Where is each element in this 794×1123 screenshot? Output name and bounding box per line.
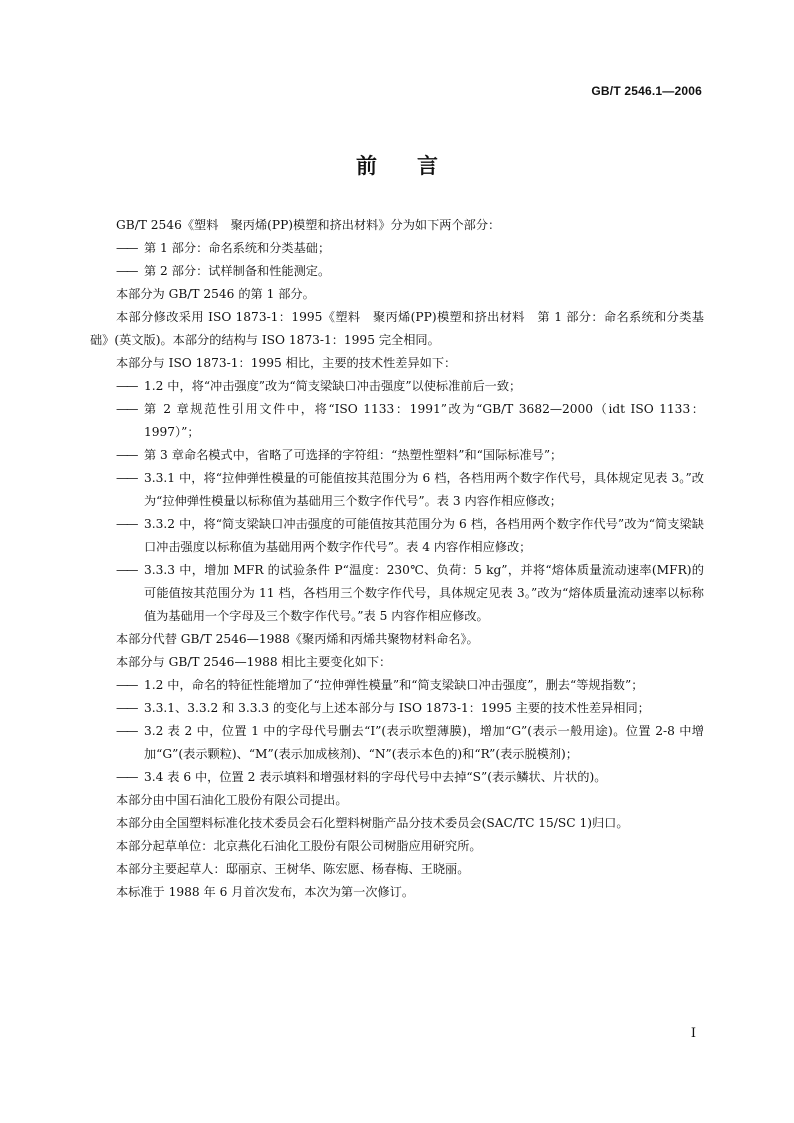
paragraph: 本部分代替 GB/T 2546—1988《聚丙烯和丙烯共聚物材料命名》。 [116,632,479,646]
list-item [90,720,704,766]
list-dash: —— [116,379,137,393]
paragraph: 本标准于 1988 年 6 月首次发布，本次为第一次修订。 [116,885,415,899]
list-item [90,375,704,398]
list-item [90,237,704,260]
list-item [90,467,704,513]
paragraph: 本部分由全国塑料标准化技术委员会石化塑料树脂产品分技术委员会(SAC/TC 15/SC 1)归口。 [116,816,629,830]
list-dash: —— [116,724,137,738]
paragraph: 本部分由中国石油化工股份有限公司提出。 [116,793,348,807]
list-dash: —— [116,448,137,462]
list-item-text: 1.2 中，将“冲击强度”改为“简支梁缺口冲击强度”以使标准前后一致； [144,379,522,393]
list-item-text: 3.4 表 6 中，位置 2 表示填料和增强材料的字母代号中去掉“S”(表示鳞状、片状的)。 [144,770,607,784]
paragraph: 本部分与 GB/T 2546—1988 相比主要变化如下： [116,655,392,669]
list-item-text: 第 2 章规范性引用文件中，将“ISO 1133：1991”改为“GB/T 3682—2000（idt ISO 1133：1997）”； [144,402,704,439]
list-dash: —— [116,563,137,577]
paragraph: 本部分起草单位：北京燕化石油化工股份有限公司树脂应用研究所。 [116,839,482,853]
list-item [90,559,704,628]
paragraph: 本部分修改采用 ISO 1873-1：1995《塑料 聚丙烯(PP)模塑和挤出材料 第 1 部分：命名系统和分类基础》(英文版)。本部分的结构与 ISO 1873-1：1995 完全相同。 [90,310,704,347]
list-item-text: 第 3 章命名模式中，省略了可选择的字符组：“热塑性塑料”和“国际标准号”； [144,448,563,462]
list-item-text: 3.3.1、3.3.2 和 3.3.3 的变化与上述本部分与 ISO 1873-1：1995 主要的技术性差异相同； [144,701,650,715]
list-item [90,260,704,283]
paragraph: 本部分为 GB/T 2546 的第 1 部分。 [116,287,315,301]
foreword-body [90,214,704,904]
list-item-text: 第 2 部分：试样制备和性能测定。 [144,264,331,278]
list-item [90,766,704,789]
list-dash: —— [116,701,137,715]
standard-code: GB/T 2546.1—2006 [591,84,702,98]
list-item [90,444,704,467]
list-dash: —— [116,471,137,485]
list-item-text: 3.2 表 2 中，位置 1 中的字母代号删去“I”(表示吹塑薄膜)，增加“G”(表示一般用途)。位置 2-8 中增加“G”(表示颗粒)、“M”(表示加成核剂)、“N”(表示本色的)和“R”(表示脱模剂)； [144,724,704,761]
list-item-text: 第 1 部分：命名系统和分类基础； [144,241,331,255]
list-dash: —— [116,770,137,784]
list-item-text: 3.3.2 中，将“简支梁缺口冲击强度的可能值按其范围分为 6 档，各档用两个数字作代号”改为“简支梁缺口冲击强度以标称值为基础用两个数字作代号”。表 4 内容作相应修改； [144,517,704,554]
list-dash: —— [116,402,137,416]
list-dash: —— [116,264,137,278]
paragraph: 本部分主要起草人：邸丽京、王树华、陈宏愿、杨春梅、王晓丽。 [116,862,470,876]
page-title: 前言 [356,154,478,178]
list-item [90,674,704,697]
paragraph: GB/T 2546《塑料 聚丙烯(PP)模塑和挤出材料》分为如下两个部分： [116,218,501,232]
page-number: I [690,1026,696,1041]
list-item [90,398,704,444]
paragraph: 本部分与 ISO 1873-1：1995 相比，主要的技术性差异如下： [116,356,457,370]
list-dash: —— [116,241,137,255]
list-dash: —— [116,517,137,531]
list-item [90,697,704,720]
list-dash: —— [116,678,137,692]
list-item-text: 3.3.1 中，将“拉伸弹性模量的可能值按其范围分为 6 档，各档用两个数字作代号，具体规定见表 3。”改为“拉伸弹性模量以标称值为基础用三个数字作代号”。表 3 内容作相应修改； [144,471,704,508]
list-item-text: 3.3.3 中，增加 MFR 的试验条件 P“温度：230℃、负荷：5 kg”，并将“熔体质量流动速率(MFR)的可能值按其范围分为 11 档，各档用三个数字作代号，具体规定见表 3。”改为“熔体质量流动速率以标称值为基础用一个字母及三个数字作代号。”表 5 内容作相应修改。 [144,563,704,623]
list-item-text: 1.2 中，命名的特征性能增加了“拉伸弹性模量”和“简支梁缺口冲击强度”，删去“等规指数”； [144,678,644,692]
list-item [90,513,704,559]
